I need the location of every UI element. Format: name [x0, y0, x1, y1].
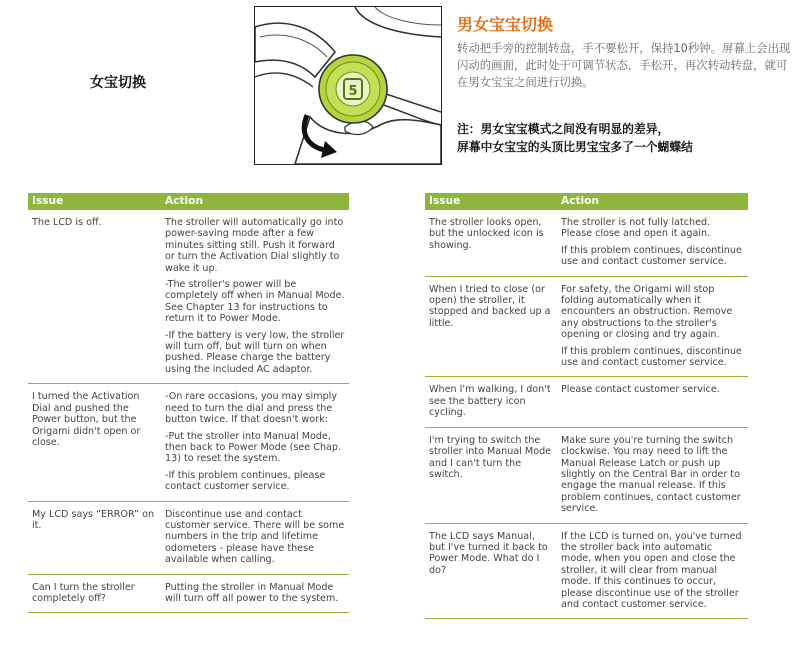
dial-illustration [254, 6, 442, 165]
table-row [28, 574, 349, 613]
issue-cell: My LCD says “ERROR” on it. [28, 501, 161, 574]
action-text: -Put the stroller into Manual Mode, then back to Power Mode (see Chap. 13) to reset the system. [165, 430, 342, 465]
troubleshooting-table-right [425, 193, 748, 619]
issue-cell: When I tried to close (or open) the stroller, it stopped and backed up a little. [425, 276, 557, 377]
action-text: Putting the stroller in Manual Mode will turn off all power to the system. [165, 581, 339, 604]
action-cell [557, 523, 748, 619]
header-issue: Issue [28, 193, 161, 210]
action-cell [161, 574, 349, 613]
dial-logo-icon: 5 [348, 84, 358, 99]
issue-cell: I turned the Activation Dial and pushed the Power button, but the Origami didn't open or close. [28, 384, 161, 501]
table-row [28, 501, 349, 574]
table-row [425, 523, 748, 619]
action-text: -If the battery is very low, the stroller will turn off, but will turn on when pushed. Please charge the battery using the included AC adaptor. [165, 329, 345, 375]
issue-cell: I'm trying to switch the stroller into Manual Mode and I can't turn the switch. [425, 427, 557, 523]
note-text [457, 120, 797, 156]
troubleshooting-table-left [28, 193, 349, 613]
table-row [425, 427, 748, 523]
section-heading: 男女宝宝切换 [457, 15, 554, 34]
instruction-text: 转动把手旁的控制转盘，手不要松开，保持10秒钟。屏幕上会出现闪动的画面，此时处于可调节状态，手松开，再次转动转盘，就可在男女宝宝之间进行切换。 [457, 41, 791, 89]
issue-cell: The stroller looks open, but the unlocked icon is showing. [425, 210, 557, 276]
action-cell [161, 210, 349, 384]
note-line-2: 屏幕中女宝宝的头顶比男宝宝多了一个蝴蝶结 [457, 140, 693, 154]
action-text: If this problem continues, discontinue use and contact customer service. [561, 345, 742, 369]
action-text: Make sure you're turning the switch clockwise. You may need to lift the Manual Release Latch or push up slightly on the Central Bar in order to engage the manual release. If this problem continues, contact customer service. [561, 434, 741, 515]
action-text: If the LCD is turned on, you've turned the stroller back into automatic mode, when you open and close the stroller, it will clear from manual mode. If this continues to occur, please discontinue use of the stroller and contact customer service. [561, 530, 742, 610]
table-row [28, 210, 349, 384]
action-text: -If this problem continues, please contact customer service. [165, 469, 326, 493]
action-cell [557, 276, 748, 377]
action-text: -On rare occasions, you may simply need to turn the dial and press the button twice. If that doesn't work: [165, 391, 337, 426]
header-action: Action [161, 193, 349, 210]
table-row [425, 276, 748, 377]
table-row [425, 377, 748, 427]
action-text: If this problem continues, discontinue use and contact customer service. [561, 244, 742, 268]
table-row [28, 384, 349, 501]
action-text: -The stroller's power will be completely off when in Manual Mode. See Chapter 13 for instructions to return it to Power Mode. [165, 279, 345, 325]
issue-cell: The LCD is off. [28, 210, 161, 384]
action-cell [557, 377, 748, 427]
side-label: 女宝切换 [90, 75, 146, 91]
action-text: Please contact customer service. [561, 384, 720, 396]
issue-cell: When I'm walking, I don't see the battery icon cycling. [425, 377, 557, 427]
issue-cell: Can I turn the stroller completely off? [28, 574, 161, 613]
header-action: Action [557, 193, 748, 210]
table-row [425, 210, 748, 276]
hand-turning-dial-image [255, 7, 441, 164]
action-text: Discontinue use and contact customer service. There will be some numbers in the trip and lifetime odometers - please have these available when calling. [165, 508, 345, 566]
action-cell [557, 427, 748, 523]
action-text: For safety, the Origami will stop folding automatically when it encounters an obstruction. Remove any obstructions to the stroller's opening or closing and try again. [561, 283, 733, 341]
action-cell [161, 501, 349, 574]
action-cell [161, 384, 349, 501]
action-text: The stroller will automatically go into power-saving mode after a few minutes sitting still. Push it forward or turn the Activation Dial slightly to wake it up. [165, 217, 344, 274]
action-cell [557, 210, 748, 276]
note-line-1: 注：男女宝宝模式之间没有明显的差异， [457, 122, 670, 136]
header-issue: Issue [425, 193, 557, 210]
issue-cell: The LCD says Manual, but I've turned it back to Power Mode. What do I do? [425, 523, 557, 619]
action-text: The stroller is not fully latched. Please close and open it again. [561, 217, 711, 240]
